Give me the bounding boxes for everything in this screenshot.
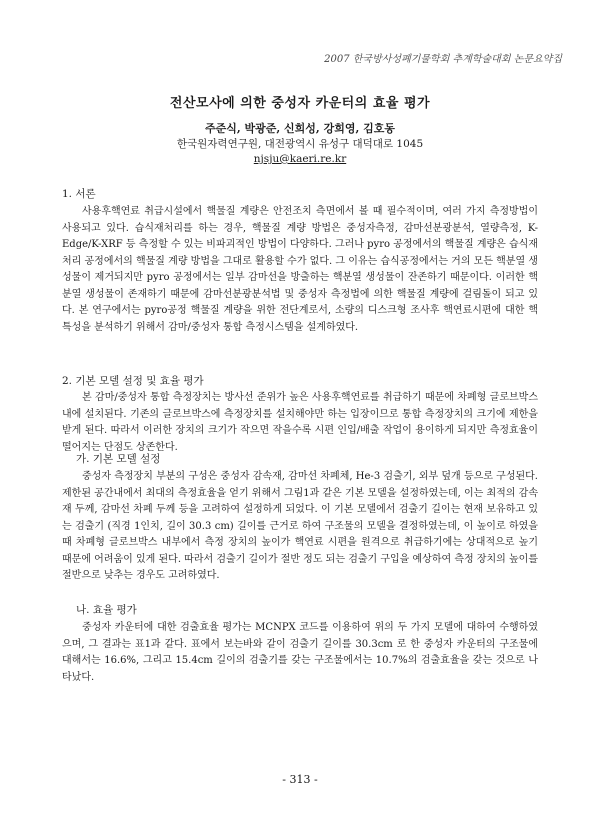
author-email: njsju@kaeri.re.kr <box>253 153 347 165</box>
subsection-b-body: 중성자 카운터에 대한 검출효율 평가는 MCNPX 코드를 이용하여 위의 두 가지 모델에 대하여 수행하였으며, 그 결과는 표1과 같다. 표에서 보는바와 같이 검출기 길이를 30.3cm 로 한 중성자 카운터의 구조물에 대해서는 16.6%, 그리고 15.4cm 길이의 검출기를 갖는 구조물에서는 10.7%의 검출효율을 갖는 것으로 나타났다. <box>62 622 538 683</box>
section-2-intro: 본 감마/중성자 통합 측정장치는 방사선 준위가 높은 사용후핵연료를 취급하기 때문에 차폐형 글로브박스내에 설치된다. 기존의 글로브박스에 측정장치를 설치해야만 하는 입장이므로 통합 측정장치의 크기에 제한을 받게 된다. 따라서 이러한 장치의 크기가 작으면 작을수록 시편 인입/배출 작업이 용이하게 되지만 측정효율이 떨어지는 단점도 상존한다. <box>62 392 538 453</box>
subsection-a-body: 중성자 측정장치 부분의 구성은 중성자 감속재, 감마선 차폐체, He-3 검출기, 외부 덮개 등으로 구성된다. 제한된 공간내에서 최대의 측정효율을 얻기 위해서 그림1과 같은 기본 모델을 설정하였는데, 이는 최적의 감속재 두께, 감마선 차폐 두께 등을 고려하여 설정하게 되었다. 이 기본 모델에서 검출기 길이는 현재 보유하고 있는 검출기 (직경 1인치, 길이 30.3 cm) 길이를 근거로 하여 구조물의 모델을 결정하였는데, 이 높이로 하였을 때 차폐형 글로브박스 내부에서 측정 장치의 높이가 핵연료 시편을 원격으로 취급하기에는 상대적으로 높기 때문에 어려움이 있게 된다. 따라서 검출기 길이가 절반 정도 되는 검출기 구입을 예상하여 측정 장치의 높이를 절반으로 낮추는 경우도 고려하였다. <box>62 471 538 581</box>
section-1-heading: 1. 서론 <box>62 188 96 200</box>
affiliation: 한국원자력연구원, 대전광역시 유성구 대덕대로 1045 <box>176 138 424 150</box>
running-head: 2007 한국방사성폐기물학회 추계학술대회 논문요약집 <box>324 54 562 65</box>
section-1-body: 사용후핵연료 취급시설에서 핵물질 계량은 안전조치 측면에서 볼 때 필수적이며, 여러 가지 측정방법이 사용되고 있다. 습식재처리를 하는 경우, 핵물질 계량 방법은 중성자측정, 감마선분광분석, 열량측정, K-Edge/K-XRF 등 측정할 수 있는 비파괴적인 방법이 다양하다. 그러나 pyro 공정에서의 핵물질 계량은 습식재처리 공정에서의 핵물질 계량 방법을 그대로 활용할 수가 없다. 그 이유는 습식공정에서는 거의 모든 핵분열 생성물이 제거되지만 pyro 공정에서는 일부 감마선을 방출하는 핵분열 생성물이 잔존하기 때문이다. 이러한 핵분열 생성물이 존재하기 때문에 감마선분광분석법 및 중성자 측정법에 의한 핵물질 계량에 걸림돌이 되고 있다. 본 연구에서는 pyro공정 핵물질 계량을 위한 전단계로서, 소량의 디스크형 조사후 핵연료시편에 대한 핵특성을 분석하기 위해서 감마/중성자 통합 측정시스템을 설계하였다. <box>62 206 538 333</box>
subsection-a-heading: 가. 기본 모델 설정 <box>76 453 161 465</box>
subsection-b-heading: 나. 효율 평가 <box>76 604 137 616</box>
section-2-heading: 2. 기본 모델 설정 및 효율 평가 <box>62 375 204 387</box>
author-list: 주준식, 박광준, 신희성, 강희영, 김호동 <box>204 122 396 135</box>
paper-title: 전산모사에 의한 중성자 카운터의 효율 평가 <box>169 96 431 111</box>
page-number: - 313 - <box>282 773 318 786</box>
